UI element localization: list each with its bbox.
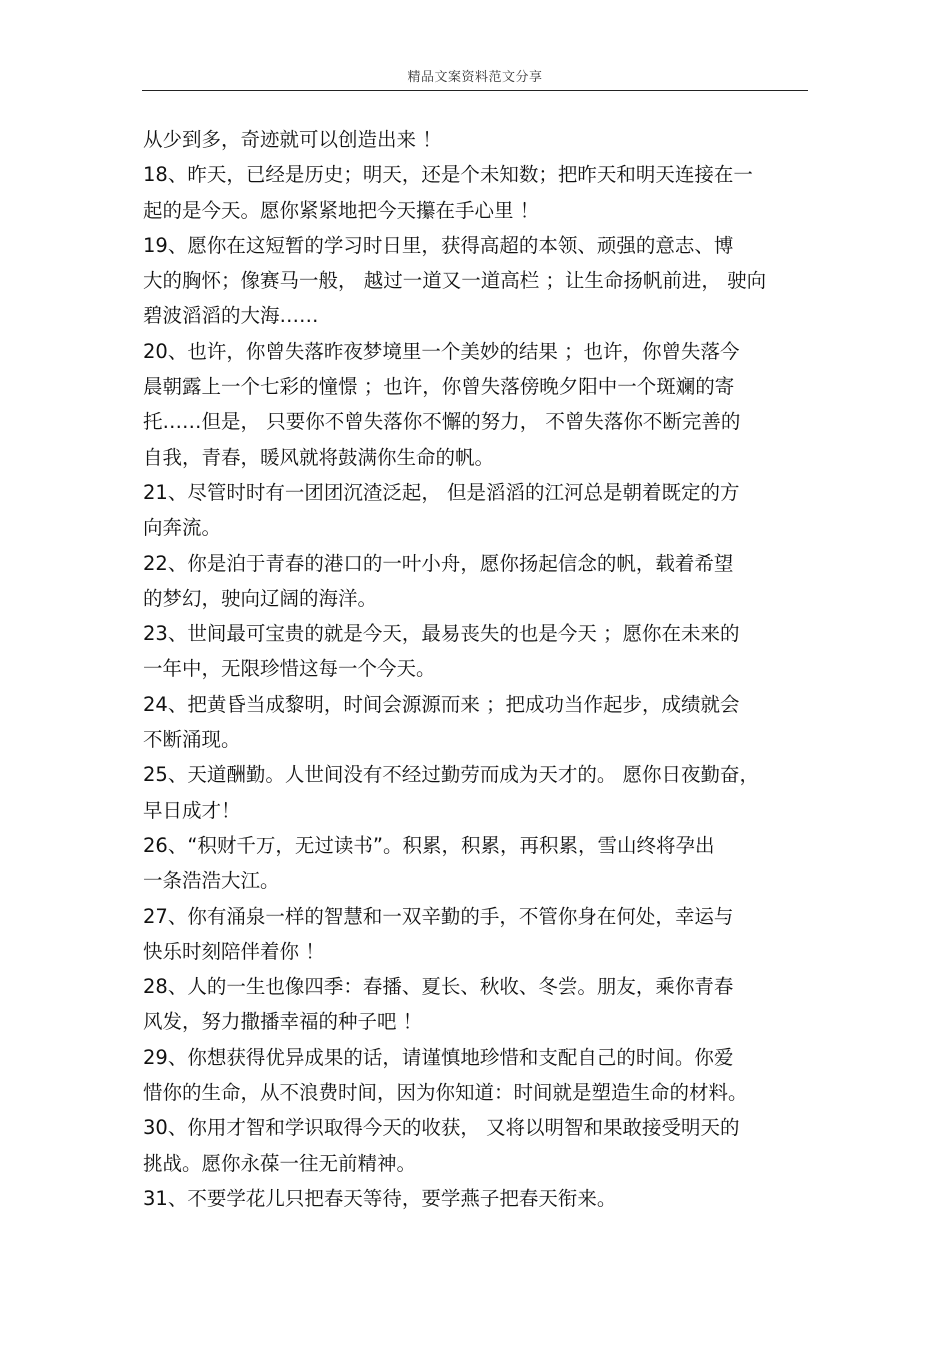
- text-line: 20、也许，你曾失落昨夜梦境里一个美妙的结果 ；也许，你曾失落今: [143, 339, 740, 363]
- text-line: 早日成才！: [143, 798, 241, 822]
- text-line: 一年中，无限珍惜这每一个今天。: [143, 657, 436, 681]
- text-line: 快乐时刻陪伴着你 ！: [143, 939, 325, 963]
- text-line: 一条浩浩大江。: [143, 869, 280, 893]
- text-line: 起的是今天。愿你紧紧地把今天攥在手心里 ！: [143, 198, 540, 222]
- document-body: [143, 122, 823, 1216]
- page-header-title: 精品文案资料范文分享: [407, 70, 543, 85]
- text-line: 26、“积财千万，无过读书”。积累，积累，再积累，雪山终将孕出: [143, 833, 715, 857]
- text-line: 27、你有涌泉一样的智慧和一双辛勤的手，不管你身在何处，幸运与: [143, 904, 734, 928]
- text-line: 23、世间最可宝贵的就是今天，最易丧失的也是今天 ；愿你在未来的: [143, 622, 740, 646]
- text-line: 25、天道酬勤。人世间没有不经过勤劳而成为天才的。 愿你日夜勤奋，: [143, 763, 760, 787]
- text-line: 挑战。愿你永葆一往无前精神。: [143, 1151, 417, 1175]
- text-line: 19、愿你在这短暂的学习时日里，获得高超的本领、顽强的意志、博: [143, 233, 734, 257]
- text-line: 不断涌现。: [143, 728, 241, 752]
- text-line: 大的胸怀；像赛马一般， 越过一道又一道高栏 ；让生命扬帆前进， 驶向: [143, 269, 767, 293]
- text-line: 18、昨天，已经是历史；明天，还是个未知数；把昨天和明天连接在一: [143, 163, 753, 187]
- text-line: 向奔流。: [143, 516, 222, 540]
- text-line: 31、不要学花儿只把春天等待，要学燕子把春天衔来。: [143, 1186, 617, 1210]
- text-line: 从少到多，奇迹就可以创造出来 ！: [143, 128, 442, 151]
- text-line: 22、你是泊于青春的港口的一叶小舟，愿你扬起信念的帆，载着希望: [143, 551, 734, 575]
- text-line: 碧波滔滔的大海……: [143, 304, 319, 328]
- text-line: 30、你用才智和学识取得今天的收获， 又将以明智和果敢接受明天的: [143, 1116, 740, 1140]
- text-line: 的梦幻，驶向辽阔的海洋。: [143, 586, 378, 610]
- text-line: 29、你想获得优异成果的话，请谨慎地珍惜和支配自己的时间。你爱: [143, 1045, 734, 1069]
- text-line: 惜你的生命，从不浪费时间，因为你知道：时间就是塑造生命的材料。: [143, 1081, 748, 1105]
- header-divider: [142, 90, 808, 91]
- text-line: 24、把黄昏当成黎明，时间会源源而来 ；把成功当作起步，成绩就会: [143, 692, 740, 716]
- text-line: 21、尽管时时有一团团沉渣泛起， 但是滔滔的江河总是朝着既定的方: [143, 480, 740, 504]
- text-line: 28、人的一生也像四季：春播、夏长、秋收、冬尝。朋友，乘你青春: [143, 975, 734, 999]
- text-line: 自我，青春，暖风就将鼓满你生命的帆。: [143, 445, 495, 469]
- text-line: 风发，努力撒播幸福的种子吧 ！: [143, 1010, 423, 1034]
- text-line: 晨朝露上一个七彩的憧憬 ；也许，你曾失落傍晚夕阳中一个斑斓的寄: [143, 375, 735, 399]
- text-line: 托……但是， 只要你不曾失落你不懈的努力， 不曾失落你不断完善的: [143, 410, 741, 434]
